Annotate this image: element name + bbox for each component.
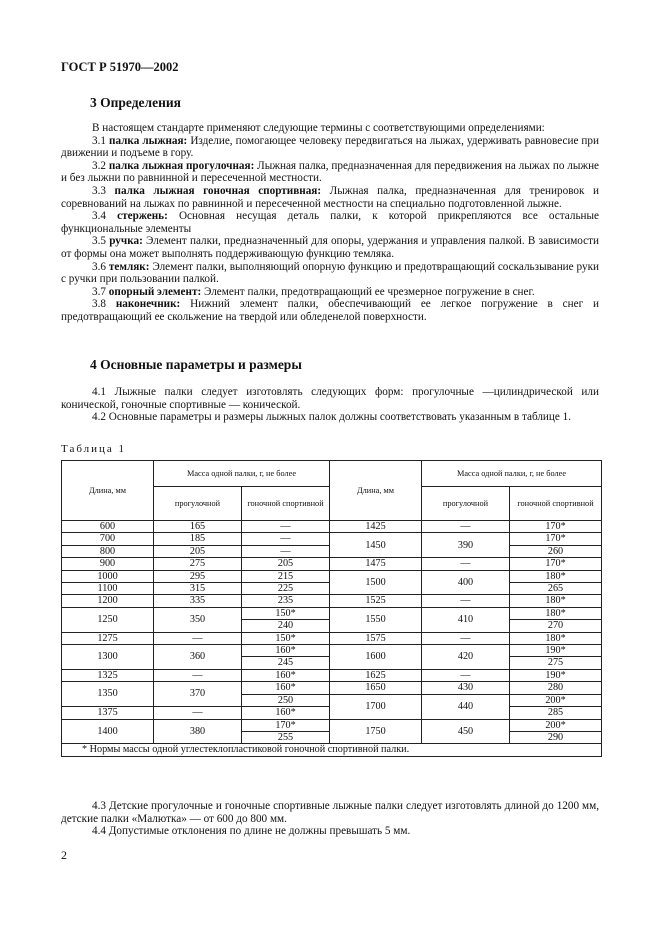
definition-number: 3.3: [92, 184, 106, 197]
racing-mass-cell: —: [242, 521, 330, 533]
table-row: [62, 719, 602, 731]
walking-mass-cell: 430: [422, 682, 510, 694]
header-race-left: гоночной спортивной: [242, 487, 330, 521]
racing-mass-cell: 205: [242, 558, 330, 570]
walking-mass-cell: 275: [154, 558, 242, 570]
length-cell: 900: [62, 558, 154, 570]
definition-term: палка лыжная прогулочная:: [108, 159, 255, 172]
section-3-intro: В настоящем стандарте применяют следующие термины с соответствующими определениями:: [92, 122, 545, 134]
length-cell: 1200: [62, 595, 154, 607]
definitions-list: [61, 135, 599, 324]
definition-number: 3.4: [92, 210, 106, 223]
table-row: [62, 607, 602, 619]
racing-mass-cell: 170*: [510, 558, 602, 570]
length-cell: 1525: [330, 595, 422, 607]
paragraph-4-1: 4.1 Лыжные палки следует изготовлять следующих форм: прогулочные —цилиндрической или конической, гоночные спортивные — конической.: [61, 386, 599, 411]
table-row: [62, 669, 602, 681]
racing-mass-cell: 160*: [242, 707, 330, 719]
definition-item: [61, 185, 599, 210]
racing-mass-cell: 250: [242, 694, 330, 706]
racing-mass-cell: 275: [510, 657, 602, 669]
definition-term: наконечник:: [115, 298, 181, 311]
length-cell: 1550: [330, 607, 422, 632]
racing-mass-cell: 290: [510, 731, 602, 743]
length-cell: 1100: [62, 583, 154, 595]
racing-mass-cell: 200*: [510, 694, 602, 706]
section-4-title: 4 Основные параметры и размеры: [90, 357, 302, 372]
walking-mass-cell: —: [422, 669, 510, 681]
table-body: [62, 521, 602, 757]
walking-mass-cell: 295: [154, 570, 242, 582]
racing-mass-cell: 180*: [510, 570, 602, 582]
definition-number: 3.5: [92, 235, 106, 248]
definition-text: Элемент палки, предотвращающий ее чрезмерное погружение в снег.: [203, 285, 535, 298]
walking-mass-cell: 380: [154, 719, 242, 744]
header-race-right: гоночной спортивной: [510, 487, 602, 521]
racing-mass-cell: 150*: [242, 632, 330, 644]
racing-mass-cell: —: [242, 533, 330, 545]
definition-text: Основная несущая деталь палки, к которой прикрепляются все остальные функциональные элементы: [61, 210, 600, 235]
racing-mass-cell: 180*: [510, 607, 602, 619]
length-cell: 1475: [330, 558, 422, 570]
length-cell: 1700: [330, 694, 422, 719]
page-number: 2: [61, 848, 67, 862]
racing-mass-cell: 160*: [242, 645, 330, 657]
table-row: [62, 533, 602, 545]
table-row: [62, 632, 602, 644]
length-cell: 1650: [330, 682, 422, 694]
page-header: ГОСТ Р 51970—2002: [61, 60, 179, 74]
racing-mass-cell: 270: [510, 620, 602, 632]
walking-mass-cell: —: [154, 669, 242, 681]
walking-mass-cell: —: [422, 558, 510, 570]
racing-mass-cell: 245: [242, 657, 330, 669]
racing-mass-cell: 265: [510, 583, 602, 595]
definition-text: Лыжная палка, предназначенная для передвижения на лыжах по лыжне и без лыжни по равнинной и пересеченной местности.: [61, 159, 600, 185]
definition-text: Нижний элемент палки, обеспечивающий ее легкое погружение в снег и предотвращающий ее скольжение на твердой или обледенелой поверхности.: [61, 298, 599, 323]
header-mass-right: Масса одной палки, г, не более: [422, 461, 602, 487]
walking-mass-cell: 420: [422, 645, 510, 670]
racing-mass-cell: 235: [242, 595, 330, 607]
length-cell: 1250: [62, 607, 154, 632]
definition-term: палка лыжная гоночная спортивная:: [114, 184, 322, 197]
length-cell: 1450: [330, 533, 422, 558]
racing-mass-cell: 255: [242, 731, 330, 743]
racing-mass-cell: 170*: [510, 533, 602, 545]
section-4-body-continued: [61, 800, 599, 838]
racing-mass-cell: 180*: [510, 632, 602, 644]
walking-mass-cell: 440: [422, 694, 510, 719]
definition-item: [61, 286, 599, 299]
definition-item: [61, 135, 599, 160]
length-cell: 1575: [330, 632, 422, 644]
definition-item: [61, 160, 599, 185]
walking-mass-cell: 360: [154, 645, 242, 670]
length-cell: 1750: [330, 719, 422, 744]
walking-mass-cell: 410: [422, 607, 510, 632]
definition-term: ручка:: [109, 235, 143, 248]
definition-number: 3.8: [92, 298, 106, 311]
walking-mass-cell: 400: [422, 570, 510, 595]
definition-item: [61, 210, 599, 235]
definition-number: 3.2: [92, 159, 106, 172]
definition-text: Изделие, помогающее человеку передвигаться на лыжах, удерживать равновесие при движении и подъеме в гору.: [61, 134, 600, 160]
walking-mass-cell: —: [154, 707, 242, 719]
walking-mass-cell: —: [154, 632, 242, 644]
racing-mass-cell: 260: [510, 545, 602, 557]
paragraph-4-2: 4.2 Основные параметры и размеры лыжных палок должны соответствовать указанным в таблице 1.: [92, 411, 572, 424]
walking-mass-cell: —: [422, 632, 510, 644]
paragraph-4-4: 4.4 Допустимые отклонения по длине не должны превышать 5 мм.: [92, 825, 411, 838]
paragraph-4-3: 4.3 Детские прогулочные и гоночные спортивные лыжные палки следует изготовлять длиной до 1200 мм, детские палки «Малютка» — от 600 до 800 мм.: [61, 800, 599, 825]
definition-term: палка лыжная:: [109, 134, 188, 147]
walking-mass-cell: 205: [154, 545, 242, 557]
header-walk-left: прогулочной: [154, 487, 242, 521]
length-cell: 1275: [62, 632, 154, 644]
walking-mass-cell: —: [422, 595, 510, 607]
length-cell: 1425: [330, 521, 422, 533]
section-3-title: 3 Определения: [90, 95, 181, 110]
table-1: [61, 460, 602, 757]
length-cell: 1350: [62, 682, 154, 707]
header-walk-right: прогулочной: [422, 487, 510, 521]
table-row: [62, 682, 602, 694]
table-caption: Таблица 1: [61, 443, 127, 455]
table-row: [62, 595, 602, 607]
racing-mass-cell: 150*: [242, 607, 330, 619]
definition-term: опорный элемент:: [108, 285, 202, 298]
racing-mass-cell: 190*: [510, 669, 602, 681]
table-row: [62, 558, 602, 570]
racing-mass-cell: 280: [510, 682, 602, 694]
definition-text: Элемент палки, предназначенный для опоры, удержания и управления палкой. В зависимости от формы она может выполнять поддерживающую функцию темляка.: [61, 235, 600, 260]
racing-mass-cell: 160*: [242, 682, 330, 694]
length-cell: 1600: [330, 645, 422, 670]
racing-mass-cell: 240: [242, 620, 330, 632]
definition-text: Элемент палки, выполняющий опорную функцию и предотвращающий соскальзывание руки с ручки при пользовании палкой.: [61, 260, 599, 286]
table-footnote-row: [62, 744, 602, 756]
walking-mass-cell: 315: [154, 583, 242, 595]
length-cell: 1500: [330, 570, 422, 595]
length-cell: 1375: [62, 707, 154, 719]
length-cell: 1300: [62, 645, 154, 670]
length-cell: 700: [62, 533, 154, 545]
racing-mass-cell: 170*: [510, 521, 602, 533]
definition-term: темляк:: [108, 260, 150, 273]
racing-mass-cell: 180*: [510, 595, 602, 607]
racing-mass-cell: 170*: [242, 719, 330, 731]
table-row: [62, 570, 602, 582]
walking-mass-cell: 185: [154, 533, 242, 545]
length-cell: 1625: [330, 669, 422, 681]
length-cell: 1325: [62, 669, 154, 681]
table-row: [62, 645, 602, 657]
table-footnote: * Нормы массы одной углестеклопластиковой гоночной спортивной палки.: [62, 744, 602, 756]
racing-mass-cell: 215: [242, 570, 330, 582]
walking-mass-cell: 370: [154, 682, 242, 707]
length-cell: 600: [62, 521, 154, 533]
definition-item: [61, 235, 599, 260]
table-row: [62, 521, 602, 533]
racing-mass-cell: 225: [242, 583, 330, 595]
definition-item: [61, 298, 599, 323]
racing-mass-cell: —: [242, 545, 330, 557]
length-cell: 1000: [62, 570, 154, 582]
racing-mass-cell: 200*: [510, 719, 602, 731]
racing-mass-cell: 160*: [242, 669, 330, 681]
definition-item: [61, 261, 599, 286]
definition-text: Лыжная палка, предназначенная для тренировок и соревнований на лыжах по равнинной и пересеченной местности на специально подготовленной лыжне.: [61, 184, 599, 210]
walking-mass-cell: 165: [154, 521, 242, 533]
header-mass-left: Масса одной палки, г, не более: [154, 461, 330, 487]
length-cell: 800: [62, 545, 154, 557]
section-4-body: [61, 386, 599, 424]
definition-term: стержень:: [117, 210, 168, 223]
header-length-left: Длина, мм: [62, 461, 154, 521]
length-cell: 1400: [62, 719, 154, 744]
header-length-right: Длина, мм: [330, 461, 422, 521]
walking-mass-cell: 350: [154, 607, 242, 632]
walking-mass-cell: 390: [422, 533, 510, 558]
walking-mass-cell: 335: [154, 595, 242, 607]
racing-mass-cell: 190*: [510, 645, 602, 657]
definition-number: 3.7: [92, 285, 106, 298]
section-3-body: [61, 122, 599, 324]
racing-mass-cell: 285: [510, 707, 602, 719]
definition-number: 3.1: [92, 134, 106, 147]
walking-mass-cell: —: [422, 521, 510, 533]
walking-mass-cell: 450: [422, 719, 510, 744]
definition-number: 3.6: [92, 260, 106, 273]
